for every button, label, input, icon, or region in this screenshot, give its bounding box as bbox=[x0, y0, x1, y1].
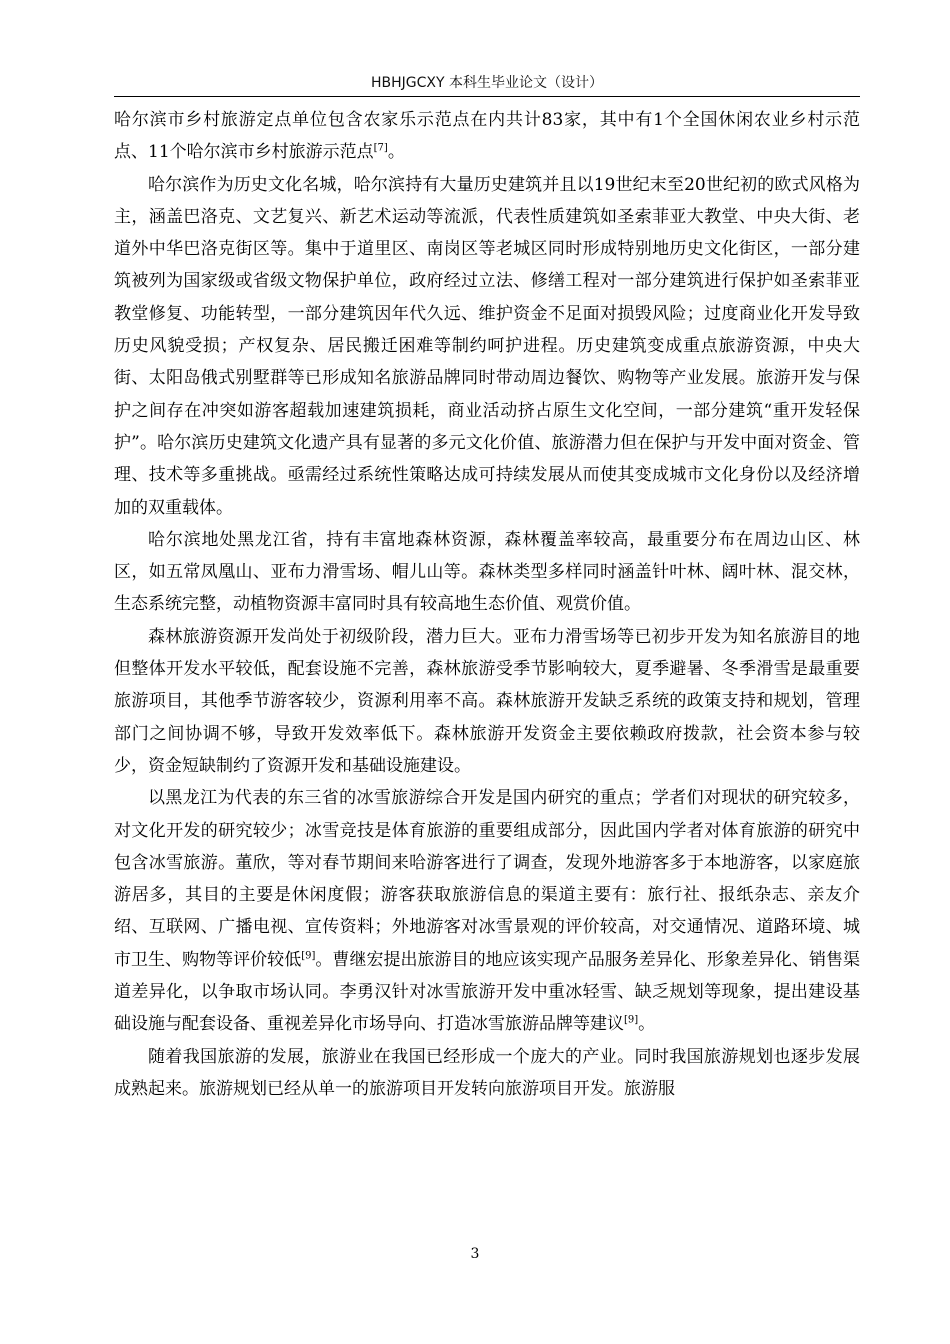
paragraph-4 bbox=[114, 621, 860, 782]
paragraph-1-text: 哈尔滨市乡村旅游定点单位包含农家乐示范点在内共计83家，其中有1个全国休闲农业乡村示范点、11个哈尔滨市乡村旅游示范点 bbox=[114, 110, 860, 163]
running-header: HBHJGCXY 本科生毕业论文（设计） bbox=[370, 75, 603, 91]
body-text bbox=[114, 104, 860, 1105]
paragraph-6 bbox=[114, 1041, 860, 1106]
paragraph-2-text: 哈尔滨作为历史文化名城，哈尔滨持有大量历史建筑并且以19世纪末至20世纪初的欧式风格为主，涵盖巴洛克、文艺复兴、新艺术运动等流派，代表性质建筑如圣索菲亚大教堂、中央大街、老道外中华巴洛克街区等。集中于道里区、南岗区等老城区同时形成特别地历史文化街区，一部分建筑被列为国家级或省级文物保护单位，政府经过立法、修缮工程对一部分建筑进行保护如圣索菲亚教堂修复、功能转型，一部分建筑因年代久远、维护资金不足面对损毁风险；过度商业化开发导致历史风貌受损；产权复杂、居民搬迁困难等制约呵护进程。历史建筑变成重点旅游资源，中央大街、太阳岛俄式别墅群等已形成知名旅游品牌同时带动周边餐饮、购物等产业发展。旅游开发与保护之间存在冲突如游客超载加速建筑损耗，商业活动挤占原生文化空间，一部分建筑“重开发轻保护”。哈尔滨历史建筑文化遗产具有显著的多元文化价值、旅游潜力但在保护与开发中面对资金、管理、技术等多重挑战。亟需经过系统性策略达成可持续发展从而使其变成城市文化身份以及经济增加的双重载体。 bbox=[114, 174, 860, 518]
paragraph-3-text: 哈尔滨地处黑龙江省，持有丰富地森林资源，森林覆盖率较高，最重要分布在周边山区、林区，如五常凤凰山、亚布力滑雪场、帽儿山等。森林类型多样同时涵盖针叶林、阔叶林、混交林，生态系统完整，动植物资源丰富同时具有较高地生态价值、观赏价值。 bbox=[114, 529, 860, 615]
paragraph-1-end: 。 bbox=[387, 142, 405, 163]
paragraph-5-mid: 。曹继宏提出旅游目的地应该实现产品服务差异化、形象差异化、销售渠道差异化，以争取市场认同。李勇汉针对冰雪旅游开发中重冰轻雪、缺乏规划等现象，提出建设基础设施与配套设备、重视差异化市场导向、打造冰雪旅游品牌等建议 bbox=[114, 949, 861, 1035]
header-divider bbox=[114, 96, 860, 97]
page-number: 3 bbox=[470, 1246, 480, 1262]
paragraph-3 bbox=[114, 524, 860, 621]
citation-9: [9] bbox=[301, 950, 316, 962]
paragraph-4-text: 森林旅游资源开发尚处于初级阶段，潜力巨大。亚布力滑雪场等已初步开发为知名旅游目的地但整体开发水平较低，配套设施不完善，森林旅游受季节影响较大，夏季避暑、冬季滑雪是最重要旅游项目，其他季节游客较少，资源利用率不高。森林旅游开发缺乏系统的政策支持和规划，管理部门之间协调不够，导致开发效率低下。森林旅游开发资金主要依赖政府拨款，社会资本参与较少，资金短缺制约了资源开发和基础设施建设。 bbox=[114, 626, 860, 776]
citation-9-second: [9] bbox=[624, 1014, 639, 1026]
citation-7: [7] bbox=[373, 142, 388, 154]
paragraph-5-text: 以黑龙江为代表的东三省的冰雪旅游综合开发是国内研究的重点；学者们对现状的研究较多，对文化开发的研究较少；冰雪竞技是体育旅游的重要组成部分，因此国内学者对体育旅游的研究中包含冰雪旅游。董欣，等对春节期间来哈游客进行了调查，发现外地游客多于本地游客，以家庭旅游居多，其目的主要是休闲度假；游客获取旅游信息的渠道主要有：旅行社、报纸杂志、亲友介绍、互联网、广播电视、宣传资料；外地游客对冰雪景观的评价较高，对交通情况、道路环境、城市卫生、购物等评价较低 bbox=[114, 788, 860, 970]
paragraph-5 bbox=[114, 782, 860, 1040]
paragraph-5-end: 。 bbox=[638, 1014, 656, 1035]
paragraph-1 bbox=[114, 104, 860, 169]
paragraph-6-text: 随着我国旅游的发展，旅游业在我国已经形成一个庞大的产业。同时我国旅游规划也逐步发展成熟起来。旅游规划已经从单一的旅游项目开发转向旅游项目开发。旅游服 bbox=[114, 1046, 860, 1099]
paragraph-2 bbox=[114, 169, 860, 524]
